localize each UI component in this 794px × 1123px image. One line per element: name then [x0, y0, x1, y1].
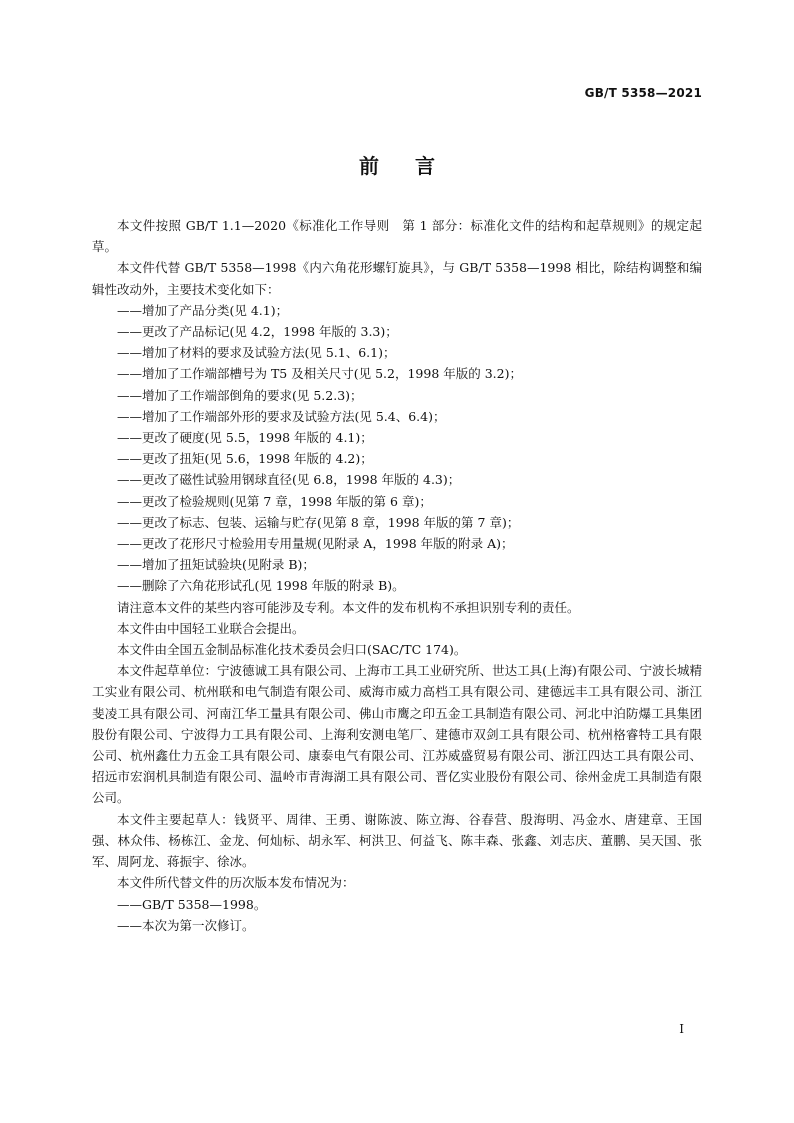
list-item: ——删除了六角花形试孔(见 1998 年版的附录 B)。 [117, 578, 405, 594]
list-item: ——更改了磁性试验用钢球直径(见 6.8，1998 年版的 4.3)； [117, 472, 461, 488]
list-item: ——增加了工作端部外形的要求及试验方法(见 5.4、6.4)； [117, 408, 446, 424]
paragraph: 本文件所代替文件的历次版本发布情况为： [117, 875, 355, 891]
list-item: ——更改了硬度(见 5.5，1998 年版的 4.1)； [117, 430, 373, 446]
paragraph: 本文件按照 GB/T 1.1—2020《标准化工作导则 第 1 部分：标准化文件的结构和起草规则》的规定起草。 [92, 218, 702, 255]
list-item: ——更改了产品标记(见 4.2，1998 年版的 3.3)； [117, 324, 398, 340]
list-item: ——更改了扭矩(见 5.6，1998 年版的 4.2)； [117, 451, 373, 467]
paragraph: 本文件主要起草人：钱贤平、周律、王勇、谢陈波、陈立海、谷春营、殷海明、冯金水、唐建章、王国强、林众伟、杨栋江、金龙、何灿标、胡永军、柯洪卫、何益飞、陈丰森、张鑫、刘志庆、董鹏、吴天国、张军、周阿龙、蒋振宇、徐冰。 [92, 811, 702, 870]
page-number: I [679, 1022, 684, 1036]
paragraph: 请注意本文件的某些内容可能涉及专利。本文件的发布机构不承担识别专利的责任。 [117, 599, 580, 615]
paragraph: 本文件起草单位：宁波德诚工具有限公司、上海市工具工业研究所、世达工具(上海)有限公司、宁波长城精工实业有限公司、杭州联和电气制造有限公司、威海市威力高档工具有限公司、建德远丰工具有限公司、浙江斐凌工具有限公司、河南江华工量具有限公司、佛山市鹰之印五金工具制造有限公司、河北中泊防爆工具集团股份有限公司、宁波得力工具有限公司、上海利安测电笔厂、建德市双剑工具有限公司、杭州格睿特工具有限公司、杭州鑫仕力五金工具有限公司、康泰电气有限公司、江苏威盛贸易有限公司、浙江四达工具有限公司、招远市宏润机具制造有限公司、温岭市青海湖工具有限公司、晋亿实业股份有限公司、徐州金虎工具制造有限公司。 [92, 663, 702, 806]
document-body [92, 215, 702, 936]
page-title: 前言 [359, 154, 471, 178]
list-item: ——增加了产品分类(见 4.1)； [117, 302, 289, 318]
standard-code: GB/T 5358—2021 [584, 86, 702, 100]
list-item: ——增加了工作端部倒角的要求(见 5.2.3)； [117, 387, 363, 403]
list-item: ——GB/T 5358—1998。 [117, 896, 267, 912]
list-item: ——增加了材料的要求及试验方法(见 5.1、6.1)； [117, 345, 396, 361]
paragraph: 本文件由全国五金制品标准化技术委员会归口(SAC/TC 174)。 [117, 642, 467, 658]
paragraph: 本文件由中国轻工业联合会提出。 [117, 620, 305, 636]
list-item: ——本次为第一次修订。 [117, 917, 255, 933]
list-item: ——更改了花形尺寸检验用专用量规(见附录 A，1998 年版的附录 A)； [117, 536, 514, 552]
list-item: ——增加了扭矩试验块(见附录 B)； [117, 557, 315, 573]
list-item: ——更改了检验规则(见第 7 章，1998 年版的第 6 章)； [117, 493, 432, 509]
list-item: ——增加了工作端部槽号为 T5 及相关尺寸(见 5.2，1998 年版的 3.2)； [117, 366, 522, 382]
paragraph: 本文件代替 GB/T 5358—1998《内六角花形螺钉旋具》，与 GB/T 5358—1998 相比，除结构调整和编辑性改动外，主要技术变化如下： [92, 260, 702, 297]
list-item: ——更改了标志、包装、运输与贮存(见第 8 章，1998 年版的第 7 章)； [117, 514, 520, 530]
